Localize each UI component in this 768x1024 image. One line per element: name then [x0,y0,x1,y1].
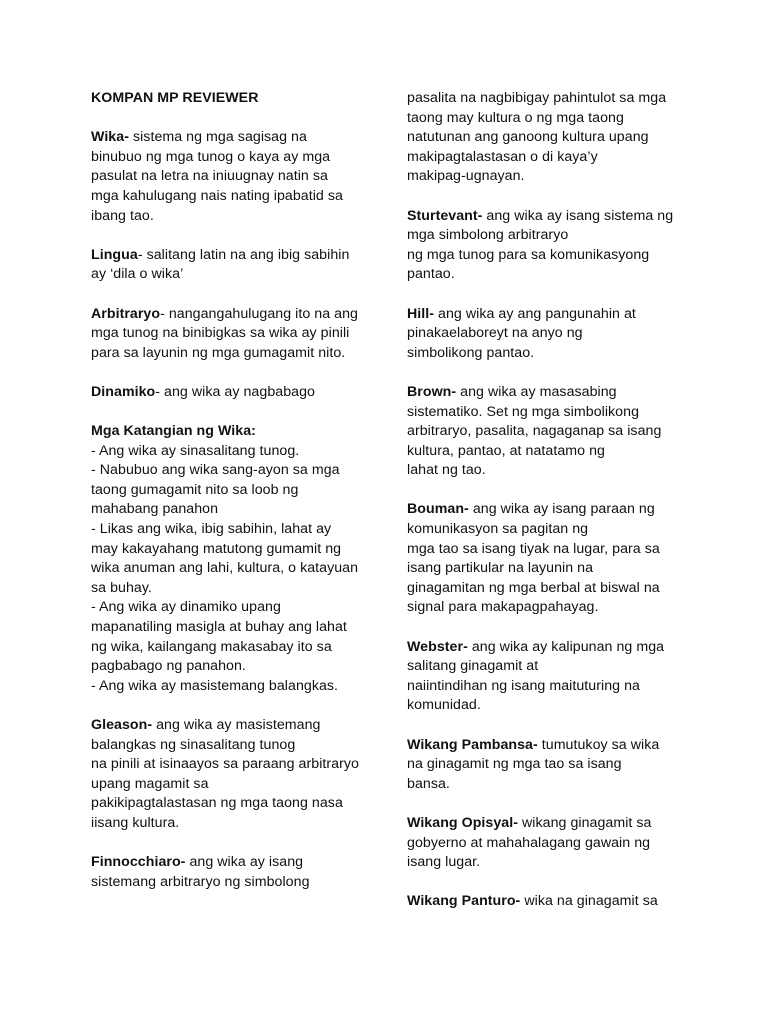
text-line [91,265,381,285]
text-line [407,246,682,266]
paragraph-gap [91,363,381,383]
body-text: ng mga tunog para sa komunikasyong [407,246,650,263]
text-line [91,383,381,403]
text-line [407,324,682,344]
text-line [91,246,381,266]
text-line [407,109,682,129]
term-heading: Gleason- [91,717,153,733]
body-text: ibang tao. [91,207,154,224]
text-line [407,814,682,834]
text-line [91,500,381,520]
body-text: gobyerno at mahahalagang gawain ng [407,834,651,851]
body-text: ang wika ay masistemang [152,717,321,733]
left-column [91,89,381,892]
text-line [91,853,381,873]
text-line [91,638,381,658]
text-line [91,598,381,618]
text-line [91,794,381,814]
text-line [407,657,682,677]
right-column [407,89,682,912]
body-text: - Ang wika ay sinasalitang tunog. [91,442,300,459]
text-line [91,442,381,462]
text-line [407,305,682,325]
paragraph-gap [407,716,682,736]
term-heading: Dinamiko [91,383,156,400]
text-line [407,226,682,246]
paragraph-gap [407,285,682,305]
text-line [407,736,682,756]
text-line [407,677,682,697]
body-text: tumutukoy sa wika [537,736,660,753]
body-text: komunikasyon sa pagitan ng [407,521,589,538]
body-text: wika na ginagamit sa [520,893,658,910]
text-line [91,814,381,834]
body-text: lahat ng tao. [407,462,486,479]
text-line [407,442,682,462]
text-line [407,559,682,579]
body-text: - ang wika ay nagbabago [155,383,315,400]
paragraph-gap [407,481,682,501]
body-text: ng wika, kailangang makasabay ito sa [91,638,332,655]
body-text: wikang ginagamit sa [518,814,652,831]
body-text: mga kahulugang nais nating ipabatid sa [91,187,343,204]
body-text: ginagamitan ng mga berbal at biswal na [407,579,660,596]
text-line [407,520,682,540]
term-heading: Wikang Pambansa- [407,736,538,753]
text-line [91,579,381,599]
body-text: mga tunog na binibigkas sa wika ay pinili [91,325,350,342]
text-line [407,775,682,795]
body-text: pagbabago ng panahon. [91,658,246,675]
body-text: isang lugar. [407,854,481,871]
text-line [91,657,381,677]
body-text: taong may kultura o ng mga taong [407,109,624,126]
body-text: ang wika ay isang sistema ng [482,207,674,224]
body-text: pakikipagtalastasan ng mga taong nasa [91,795,343,812]
text-line [91,344,381,364]
text-line [91,775,381,795]
body-text: taong gumagamit nito sa loob ng [91,481,299,498]
paragraph-gap [91,109,381,129]
text-line [407,500,682,520]
paragraph-gap [91,696,381,716]
body-text: - Ang wika ay masistemang balangkas. [91,677,339,694]
body-text: - Nabubuo ang wika sang-ayon sa mga [91,462,340,479]
term-heading: Mga Katangian ng Wika: [91,423,256,440]
body-text: ang wika ay masasabing [456,383,617,400]
body-text: balangkas ng sinasalitang tunog [91,736,296,753]
text-line [91,520,381,540]
body-text: iisang kultura. [91,814,180,831]
paragraph-gap [407,794,682,814]
text-line [407,207,682,227]
body-text: isang partikular na layunin na [407,560,594,577]
text-line [407,167,682,187]
text-line [407,461,682,481]
body-text: - Ang wika ay dinamiko upang [91,599,281,616]
text-line [407,598,682,618]
body-text: sistema ng mga sagisag na [128,129,307,146]
text-line [407,638,682,658]
term-heading: Lingua [91,246,138,263]
term-heading: KOMPAN MP REVIEWER [91,90,259,106]
body-text: - Likas ang wika, ibig sabihin, lahat ay [91,521,332,538]
body-text: pinakaelaboreyt na anyo ng [407,325,583,342]
text-line [91,128,381,148]
body-text: signal para makapagpahayag. [407,599,599,616]
term-heading: Wika- [91,129,129,146]
term-heading: Hill- [407,305,435,322]
body-text: wika anuman ang lahi, kultura, o katayuan [91,560,359,577]
term-heading: Finnocchiaro- [91,854,186,871]
term-heading: Arbitraryo [91,305,161,322]
text-line [91,481,381,501]
paragraph-gap [91,834,381,854]
body-text: ang wika ay isang [185,854,304,871]
text-line [407,834,682,854]
text-line [91,716,381,736]
body-text: mapanatiling masigla at buhay ang lahat [91,619,347,636]
body-text: - nangangahulugang ito na ang [160,305,358,322]
text-line [91,618,381,638]
body-text: sistematiko. Set ng mga simbolikong [407,403,640,420]
text-line [407,892,682,912]
body-text: - salitang latin na ang ibig sabihin [137,246,350,263]
body-text: bansa. [407,775,450,792]
text-line [91,873,381,893]
term-heading: Bouman- [407,501,469,518]
text-line [407,344,682,364]
text-line [407,422,682,442]
text-line [91,148,381,168]
body-text: kultura, pantao, at natatamo ng [407,442,605,459]
text-line [407,755,682,775]
text-line [91,736,381,756]
text-line [407,128,682,148]
term-heading: Webster- [407,638,468,655]
term-heading: Sturtevant- [407,207,483,224]
text-line [407,403,682,423]
text-line [91,187,381,207]
body-text: upang magamit sa [91,775,209,792]
text-line [91,461,381,481]
paragraph-gap [91,403,381,423]
text-line [91,207,381,227]
body-text: mahabang panahon [91,501,219,518]
paragraph-gap [91,285,381,305]
body-text: komunidad. [407,697,481,714]
body-text: ang wika ay kalipunan ng mga [467,638,665,655]
text-line [407,696,682,716]
paragraph-gap [407,618,682,638]
body-text: pasalita na nagbibigay pahintulot sa mga [407,90,667,106]
text-line [91,305,381,325]
text-line [407,579,682,599]
body-text: binubuo ng mga tunog o kaya ay mga [91,148,331,165]
paragraph-gap [407,363,682,383]
body-text: makipagtalastasan o di kaya’y [407,148,598,165]
body-text: makipag-ugnayan. [407,168,525,185]
term-heading: Brown- [407,383,457,400]
text-line [407,89,682,109]
body-text: ang wika ay ang pangunahin at [434,305,636,322]
body-text: pantao. [407,266,455,283]
text-line [91,540,381,560]
body-text: naiintindihan ng isang maituturing na [407,677,640,694]
text-line [91,755,381,775]
term-heading: Wikang Opisyal- [407,814,518,831]
text-line [407,383,682,403]
paragraph-gap [91,226,381,246]
text-line [407,148,682,168]
body-text: may kakayahang matutong gumamit ng [91,540,342,557]
text-line [407,853,682,873]
body-text: sistemang arbitraryo ng simbolong [91,873,310,890]
body-text: arbitraryo, pasalita, nagaganap sa isang [407,423,662,440]
text-line [91,89,381,109]
body-text: simbolikong pantao. [407,344,535,361]
text-line [91,677,381,697]
body-text: salitang ginagamit at [407,658,539,675]
body-text: sa buhay. [91,579,152,596]
text-line [407,540,682,560]
body-text: ay ‘dila o wika’ [91,266,184,283]
text-line [91,324,381,344]
body-text: para sa layunin ng mga gumagamit nito. [91,344,346,361]
text-line [91,422,381,442]
body-text: na ginagamit ng mga tao sa isang [407,756,622,773]
body-text: mga tao sa isang tiyak na lugar, para sa [407,540,660,557]
body-text: na pinili at isinaayos sa paraang arbitraryo [91,756,359,773]
paragraph-gap [407,187,682,207]
text-line [407,265,682,285]
text-line [91,167,381,187]
text-line [91,559,381,579]
body-text: ang wika ay isang paraan ng [468,501,655,518]
body-text: natutunan ang ganoong kultura upang [407,129,649,146]
term-heading: Wikang Panturo- [407,893,521,910]
body-text: mga simbolong arbitraryo [407,227,569,244]
body-text: pasulat na letra na iniuugnay natin sa [91,168,328,185]
paragraph-gap [407,873,682,893]
